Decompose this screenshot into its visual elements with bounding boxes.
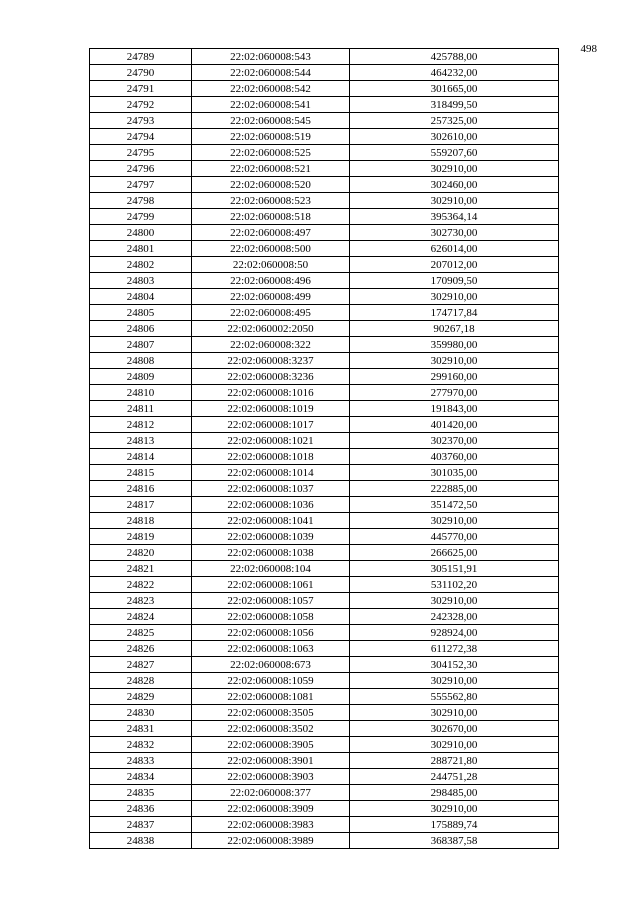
cadastral-value-cell: 555562,80 xyxy=(350,689,559,705)
cadastral-number-cell: 22:02:060008:1037 xyxy=(192,481,350,497)
table-row xyxy=(90,577,559,593)
cadastral-number-cell: 22:02:060008:1041 xyxy=(192,513,350,529)
cadastral-value-cell: 301035,00 xyxy=(350,465,559,481)
table-row xyxy=(90,65,559,81)
cadastral-number-cell: 22:02:060008:50 xyxy=(192,257,350,273)
row-number-cell: 24828 xyxy=(90,673,192,689)
cadastral-number-cell: 22:02:060008:1057 xyxy=(192,593,350,609)
row-number-cell: 24789 xyxy=(90,49,192,65)
cadastral-value-cell: 445770,00 xyxy=(350,529,559,545)
row-number-cell: 24801 xyxy=(90,241,192,257)
table-row xyxy=(90,561,559,577)
table-row xyxy=(90,641,559,657)
row-number-cell: 24802 xyxy=(90,257,192,273)
cadastral-number-cell: 22:02:060008:543 xyxy=(192,49,350,65)
cadastral-number-cell: 22:02:060008:497 xyxy=(192,225,350,241)
cadastral-value-cell: 928924,00 xyxy=(350,625,559,641)
cadastral-number-cell: 22:02:060008:3983 xyxy=(192,817,350,833)
table-row xyxy=(90,817,559,833)
table-row xyxy=(90,81,559,97)
cadastral-value-cell: 242328,00 xyxy=(350,609,559,625)
table-row xyxy=(90,705,559,721)
table-row xyxy=(90,609,559,625)
row-number-cell: 24792 xyxy=(90,97,192,113)
table-row xyxy=(90,673,559,689)
table-row xyxy=(90,289,559,305)
cadastral-number-cell: 22:02:060008:673 xyxy=(192,657,350,673)
cadastral-number-cell: 22:02:060008:525 xyxy=(192,145,350,161)
cadastral-number-cell: 22:02:060008:1056 xyxy=(192,625,350,641)
table-row xyxy=(90,657,559,673)
table-row xyxy=(90,129,559,145)
cadastral-number-cell: 22:02:060008:1036 xyxy=(192,497,350,513)
cadastral-number-cell: 22:02:060008:3901 xyxy=(192,753,350,769)
table-row xyxy=(90,97,559,113)
row-number-cell: 24817 xyxy=(90,497,192,513)
table-row xyxy=(90,737,559,753)
table-row xyxy=(90,113,559,129)
cadastral-number-cell: 22:02:060008:541 xyxy=(192,97,350,113)
table-row xyxy=(90,513,559,529)
cadastral-value-cell: 299160,00 xyxy=(350,369,559,385)
table-row xyxy=(90,193,559,209)
cadastral-value-cell: 244751,28 xyxy=(350,769,559,785)
cadastral-number-cell: 22:02:060008:545 xyxy=(192,113,350,129)
table-row xyxy=(90,177,559,193)
table-row xyxy=(90,321,559,337)
cadastral-value-cell: 288721,80 xyxy=(350,753,559,769)
cadastral-value-cell: 302910,00 xyxy=(350,705,559,721)
cadastral-value-cell: 302910,00 xyxy=(350,289,559,305)
cadastral-value-cell: 302610,00 xyxy=(350,129,559,145)
row-number-cell: 24794 xyxy=(90,129,192,145)
row-number-cell: 24833 xyxy=(90,753,192,769)
cadastral-number-cell: 22:02:060008:1059 xyxy=(192,673,350,689)
cadastral-value-cell: 90267,18 xyxy=(350,321,559,337)
cadastral-value-cell: 266625,00 xyxy=(350,545,559,561)
row-number-cell: 24825 xyxy=(90,625,192,641)
table-row xyxy=(90,161,559,177)
cadastral-number-cell: 22:02:060008:496 xyxy=(192,273,350,289)
row-number-cell: 24812 xyxy=(90,417,192,433)
row-number-cell: 24824 xyxy=(90,609,192,625)
row-number-cell: 24826 xyxy=(90,641,192,657)
cadastral-number-cell: 22:02:060008:499 xyxy=(192,289,350,305)
row-number-cell: 24809 xyxy=(90,369,192,385)
cadastral-number-cell: 22:02:060008:544 xyxy=(192,65,350,81)
cadastral-number-cell: 22:02:060008:377 xyxy=(192,785,350,801)
cadastral-value-cell: 302910,00 xyxy=(350,673,559,689)
cadastral-value-cell: 626014,00 xyxy=(350,241,559,257)
table-row xyxy=(90,545,559,561)
cadastral-value-cell: 302910,00 xyxy=(350,161,559,177)
row-number-cell: 24816 xyxy=(90,481,192,497)
table-row xyxy=(90,465,559,481)
row-number-cell: 24818 xyxy=(90,513,192,529)
cadastral-value-cell: 425788,00 xyxy=(350,49,559,65)
cadastral-number-cell: 22:02:060008:495 xyxy=(192,305,350,321)
cadastral-value-table xyxy=(89,48,559,849)
table-row xyxy=(90,353,559,369)
table-row xyxy=(90,785,559,801)
cadastral-value-cell: 559207,60 xyxy=(350,145,559,161)
cadastral-value-cell: 207012,00 xyxy=(350,257,559,273)
cadastral-value-cell: 302910,00 xyxy=(350,801,559,817)
row-number-cell: 24790 xyxy=(90,65,192,81)
row-number-cell: 24838 xyxy=(90,833,192,849)
table-row xyxy=(90,481,559,497)
cadastral-value-cell: 175889,74 xyxy=(350,817,559,833)
row-number-cell: 24813 xyxy=(90,433,192,449)
cadastral-value-cell: 368387,58 xyxy=(350,833,559,849)
row-number-cell: 24804 xyxy=(90,289,192,305)
table-row xyxy=(90,753,559,769)
cadastral-number-cell: 22:02:060008:3236 xyxy=(192,369,350,385)
row-number-cell: 24800 xyxy=(90,225,192,241)
cadastral-number-cell: 22:02:060008:520 xyxy=(192,177,350,193)
row-number-cell: 24808 xyxy=(90,353,192,369)
cadastral-value-cell: 318499,50 xyxy=(350,97,559,113)
cadastral-number-cell: 22:02:060002:2050 xyxy=(192,321,350,337)
cadastral-number-cell: 22:02:060008:521 xyxy=(192,161,350,177)
table-row xyxy=(90,769,559,785)
row-number-cell: 24799 xyxy=(90,209,192,225)
cadastral-number-cell: 22:02:060008:519 xyxy=(192,129,350,145)
cadastral-number-cell: 22:02:060008:1014 xyxy=(192,465,350,481)
cadastral-value-cell: 301665,00 xyxy=(350,81,559,97)
cadastral-number-cell: 22:02:060008:1061 xyxy=(192,577,350,593)
row-number-cell: 24820 xyxy=(90,545,192,561)
cadastral-number-cell: 22:02:060008:3502 xyxy=(192,721,350,737)
table-row xyxy=(90,721,559,737)
cadastral-number-cell: 22:02:060008:1038 xyxy=(192,545,350,561)
row-number-cell: 24798 xyxy=(90,193,192,209)
row-number-cell: 24835 xyxy=(90,785,192,801)
table-row xyxy=(90,689,559,705)
cadastral-value-cell: 351472,50 xyxy=(350,497,559,513)
row-number-cell: 24831 xyxy=(90,721,192,737)
table-row xyxy=(90,801,559,817)
row-number-cell: 24810 xyxy=(90,385,192,401)
table-row xyxy=(90,257,559,273)
cadastral-value-cell: 401420,00 xyxy=(350,417,559,433)
cadastral-value-cell: 403760,00 xyxy=(350,449,559,465)
row-number-cell: 24806 xyxy=(90,321,192,337)
cadastral-number-cell: 22:02:060008:1016 xyxy=(192,385,350,401)
row-number-cell: 24822 xyxy=(90,577,192,593)
row-number-cell: 24827 xyxy=(90,657,192,673)
row-number-cell: 24834 xyxy=(90,769,192,785)
cadastral-value-cell: 302910,00 xyxy=(350,193,559,209)
row-number-cell: 24795 xyxy=(90,145,192,161)
cadastral-number-cell: 22:02:060008:3237 xyxy=(192,353,350,369)
row-number-cell: 24814 xyxy=(90,449,192,465)
table-row xyxy=(90,433,559,449)
table-row xyxy=(90,49,559,65)
cadastral-value-cell: 302460,00 xyxy=(350,177,559,193)
cadastral-value-cell: 305151,91 xyxy=(350,561,559,577)
table-row xyxy=(90,305,559,321)
row-number-cell: 24796 xyxy=(90,161,192,177)
table-row xyxy=(90,225,559,241)
row-number-cell: 24805 xyxy=(90,305,192,321)
cadastral-number-cell: 22:02:060008:542 xyxy=(192,81,350,97)
cadastral-number-cell: 22:02:060008:3905 xyxy=(192,737,350,753)
table-row xyxy=(90,273,559,289)
cadastral-number-cell: 22:02:060008:3909 xyxy=(192,801,350,817)
row-number-cell: 24823 xyxy=(90,593,192,609)
cadastral-value-cell: 302910,00 xyxy=(350,513,559,529)
cadastral-number-cell: 22:02:060008:1019 xyxy=(192,401,350,417)
table-row xyxy=(90,625,559,641)
cadastral-number-cell: 22:02:060008:1058 xyxy=(192,609,350,625)
table-row xyxy=(90,449,559,465)
row-number-cell: 24797 xyxy=(90,177,192,193)
row-number-cell: 24819 xyxy=(90,529,192,545)
cadastral-value-cell: 531102,20 xyxy=(350,577,559,593)
cadastral-number-cell: 22:02:060008:518 xyxy=(192,209,350,225)
row-number-cell: 24793 xyxy=(90,113,192,129)
cadastral-value-cell: 174717,84 xyxy=(350,305,559,321)
cadastral-value-cell: 395364,14 xyxy=(350,209,559,225)
table-row xyxy=(90,833,559,849)
table-row xyxy=(90,369,559,385)
cadastral-value-cell: 257325,00 xyxy=(350,113,559,129)
cadastral-value-cell: 222885,00 xyxy=(350,481,559,497)
cadastral-number-cell: 22:02:060008:3505 xyxy=(192,705,350,721)
cadastral-number-cell: 22:02:060008:1021 xyxy=(192,433,350,449)
cadastral-number-cell: 22:02:060008:1039 xyxy=(192,529,350,545)
table-row xyxy=(90,497,559,513)
cadastral-value-cell: 277970,00 xyxy=(350,385,559,401)
cadastral-value-cell: 302910,00 xyxy=(350,353,559,369)
cadastral-number-cell: 22:02:060008:104 xyxy=(192,561,350,577)
cadastral-value-cell: 191843,00 xyxy=(350,401,559,417)
cadastral-number-cell: 22:02:060008:1081 xyxy=(192,689,350,705)
cadastral-number-cell: 22:02:060008:3989 xyxy=(192,833,350,849)
cadastral-number-cell: 22:02:060008:3903 xyxy=(192,769,350,785)
cadastral-number-cell: 22:02:060008:1018 xyxy=(192,449,350,465)
cadastral-number-cell: 22:02:060008:1017 xyxy=(192,417,350,433)
cadastral-number-cell: 22:02:060008:322 xyxy=(192,337,350,353)
row-number-cell: 24832 xyxy=(90,737,192,753)
table-row xyxy=(90,241,559,257)
row-number-cell: 24811 xyxy=(90,401,192,417)
cadastral-value-cell: 359980,00 xyxy=(350,337,559,353)
cadastral-value-cell: 464232,00 xyxy=(350,65,559,81)
cadastral-value-cell: 304152,30 xyxy=(350,657,559,673)
cadastral-value-cell: 611272,38 xyxy=(350,641,559,657)
row-number-cell: 24791 xyxy=(90,81,192,97)
row-number-cell: 24807 xyxy=(90,337,192,353)
table-row xyxy=(90,529,559,545)
cadastral-value-cell: 302370,00 xyxy=(350,433,559,449)
row-number-cell: 24821 xyxy=(90,561,192,577)
row-number-cell: 24803 xyxy=(90,273,192,289)
cadastral-value-cell: 302910,00 xyxy=(350,593,559,609)
cadastral-number-cell: 22:02:060008:523 xyxy=(192,193,350,209)
table-row xyxy=(90,401,559,417)
table-row xyxy=(90,593,559,609)
cadastral-value-cell: 302910,00 xyxy=(350,737,559,753)
table-row xyxy=(90,337,559,353)
cadastral-number-cell: 22:02:060008:1063 xyxy=(192,641,350,657)
page-number: 498 xyxy=(580,43,597,55)
table-row xyxy=(90,145,559,161)
row-number-cell: 24829 xyxy=(90,689,192,705)
cadastral-number-cell: 22:02:060008:500 xyxy=(192,241,350,257)
table-body xyxy=(90,49,559,849)
table-row xyxy=(90,417,559,433)
row-number-cell: 24815 xyxy=(90,465,192,481)
row-number-cell: 24837 xyxy=(90,817,192,833)
cadastral-value-cell: 302670,00 xyxy=(350,721,559,737)
cadastral-value-cell: 302730,00 xyxy=(350,225,559,241)
row-number-cell: 24836 xyxy=(90,801,192,817)
table-row xyxy=(90,209,559,225)
table-row xyxy=(90,385,559,401)
row-number-cell: 24830 xyxy=(90,705,192,721)
cadastral-value-cell: 298485,00 xyxy=(350,785,559,801)
cadastral-value-cell: 170909,50 xyxy=(350,273,559,289)
